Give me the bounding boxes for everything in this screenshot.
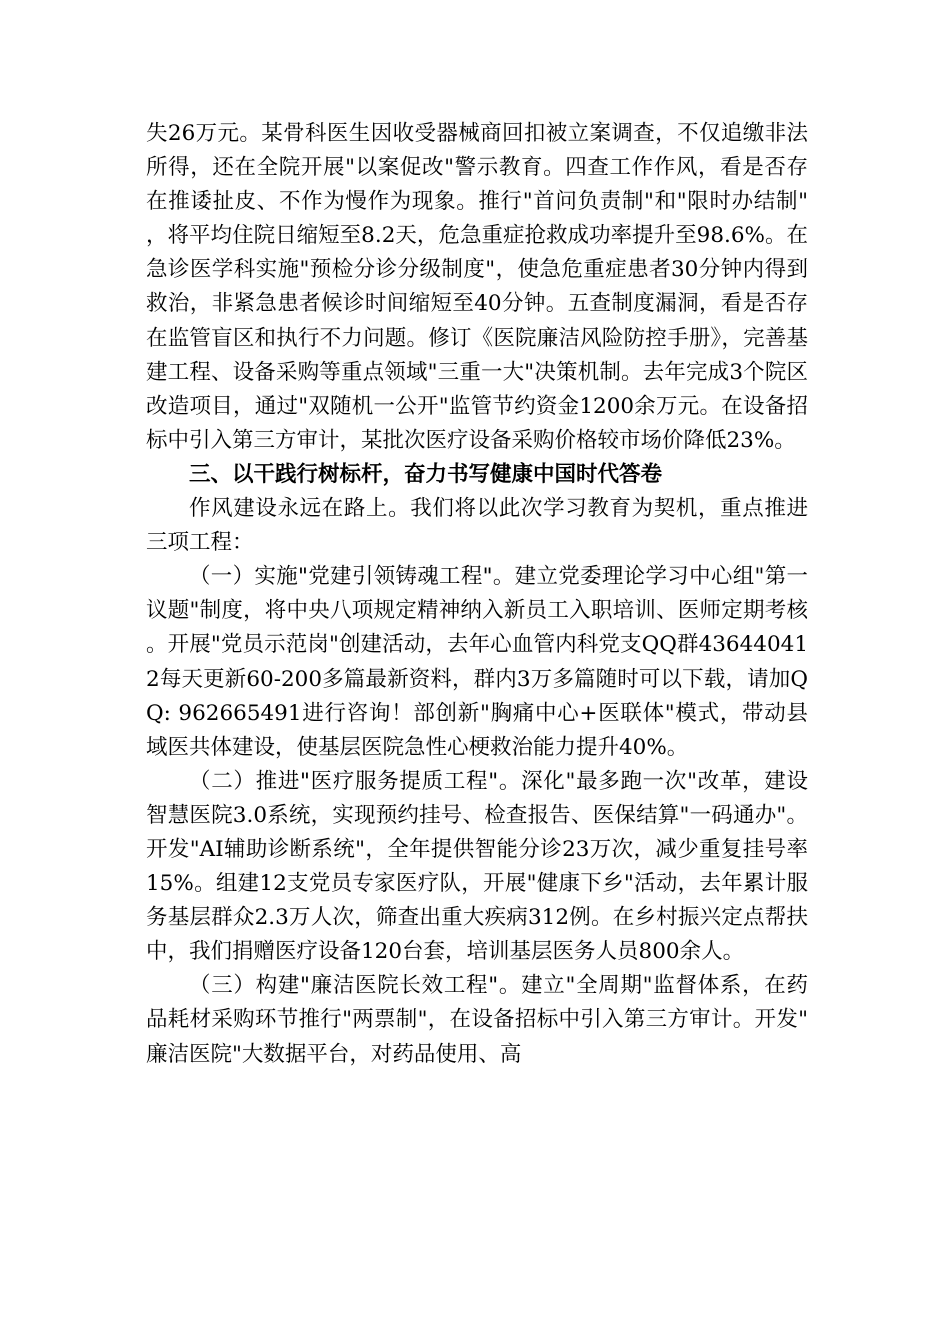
project-two-lead: （二）推进"医疗服务提质工程"。 [189, 768, 522, 794]
section-heading-three: 三、以干践行树标杆，奋力书写健康中国时代答卷 [189, 461, 663, 487]
document-body [146, 117, 808, 1072]
project-three-text: 建立"全周期"监督体系，在药品耗材采购环节推行"两票制"，在设备招标中引入第三方审计。开发"廉洁医院"大数据平台，对药品使用、高 [146, 973, 809, 1067]
paragraph-continued: 失26万元。某骨科医生因收受器械商回扣被立案调查，不仅追缴非法所得，还在全院开展"以案促改"警示教育。四查工作作风，看是否存在推诿扯皮、不作为慢作为现象。推行"首问负责制"和"限时办结制"，将平均住院日缩短至8.2天，危急重症抢救成功率提升至98.6%。在急诊医学科实施"预检分诊分级制度"，使急危重症患者30分钟内得到救治，非紧急患者候诊时间缩短至40分钟。五查制度漏洞，看是否存在监管盲区和执行不力问题。修订《医院廉洁风险防控手册》，完善基建工程、设备采购等重点领域"三重一大"决策机制。去年完成3个院区改造项目，通过"双随机一公开"监管节约资金1200余万元。在设备招标中引入第三方审计，某批次医疗设备采购价格较市场价降低23%。 [146, 121, 808, 453]
project-three-lead: （三）构建"廉洁医院长效工程"。 [189, 973, 522, 999]
project-one-text: 建立党委理论学习中心组"第一议题"制度，将中央八项规定精神纳入新员工入职培训、医师定期考核。开展"党员示范岗"创建活动，去年心血管内科党支QQ群436440412每天更新60-200多篇最新资料，群内3万多篇随时可以下载，请加QQ: 962665491进行咨询！部创新"胸痛中心+医联体"模式，带动县域医共体建设，使基层医院急性心梗救治能力提升40%。 [146, 564, 809, 760]
paragraph-project-three [146, 969, 808, 1071]
project-two-text: 深化"最多跑一次"改革，建设智慧医院3.0系统，实现预约挂号、检查报告、医保结算"一码通办"。开发"AI辅助诊断系统"，全年提供智能分诊23万次，减少重复挂号率15%。组建12支党员专家医疗队，开展"健康下乡"活动，去年累计服务基层群众2.3万人次，筛查出重大疾病312例。在乡村振兴定点帮扶中，我们捐赠医疗设备120台套，培训基层医务人员800余人。 [146, 768, 809, 965]
paragraph-intro: 作风建设永远在路上。我们将以此次学习教育为契机，重点推进三项工程： [146, 496, 808, 556]
paragraph-project-one [146, 560, 808, 765]
project-one-lead: （一）实施"党建引领铸魂工程"。 [189, 564, 515, 590]
paragraph-project-two [146, 765, 808, 970]
